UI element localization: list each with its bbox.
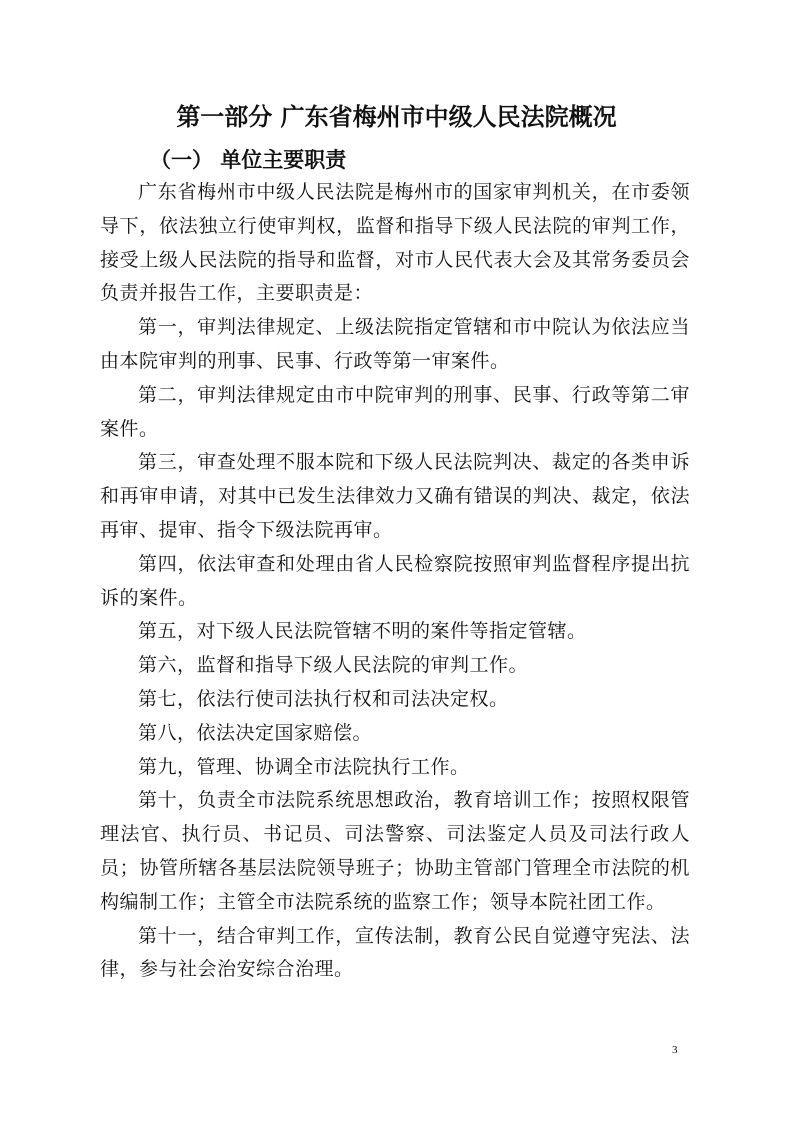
paragraph-duty-1: 第一，审判法律规定、上级法院指定管辖和市中院认为依法应当由本院审判的刑事、民事、行政等第一审案件。 — [100, 316, 690, 372]
paragraph-duty-10: 第十，负责全市法院系统思想政治，教育培训工作；按照权限管理法官、执行员、书记员、司法警察、司法鉴定人员及司法行政人员；协管所辖各基层法院领导班子；协助主管部门管理全市法院的机构编制工作；主管全市法院系统的监察工作；领导本院社团工作。 — [100, 789, 690, 913]
paragraph-duty-3: 第三，审查处理不服本院和下级人民法院判决、裁定的各类申诉和再审申请，对其中已发生法律效力又确有错误的判决、裁定，依法再审、提审、指令下级法院再审。 — [100, 451, 690, 541]
page-title: 第一部分 广东省梅州市中级人民法院概况 — [176, 103, 617, 131]
paragraph-duty-4: 第四，依法审查和处理由省人民检察院按照审判监督程序提出抗诉的案件。 — [100, 552, 690, 609]
paragraph-duty-8: 第八，依法决定国家赔偿。 — [138, 721, 373, 744]
paragraph-duty-7: 第七，依法行使司法执行权和司法决定权。 — [138, 687, 509, 710]
section-heading: （一） 单位主要职责 — [150, 148, 347, 172]
paragraph-duty-2: 第二，审判法律规定由市中院审判的刑事、民事、行政等第二审案件。 — [100, 383, 690, 440]
page-number: 3 — [672, 1044, 678, 1056]
paragraph-duty-5: 第五，对下级人民法院管辖不明的案件等指定管辖。 — [138, 620, 587, 643]
paragraph-intro: 广东省梅州市中级人民法院是梅州市的国家审判机关，在市委领导下，依法独立行使审判权，监督和指导下级人民法院的审判工作，接受上级人民法院的指导和监督，对市人民代表大会及其常务委员会负责并报告工作，主要职责是： — [100, 181, 690, 305]
document-body — [100, 176, 690, 987]
paragraph-duty-11: 第十一，结合审判工作，宣传法制，教育公民自觉遵守宪法、法律，参与社会治安综合治理。 — [100, 924, 690, 981]
paragraph-duty-6: 第六，监督和指导下级人民法院的审判工作。 — [138, 654, 529, 677]
paragraph-duty-9: 第九，管理、协调全市法院执行工作。 — [138, 755, 470, 778]
